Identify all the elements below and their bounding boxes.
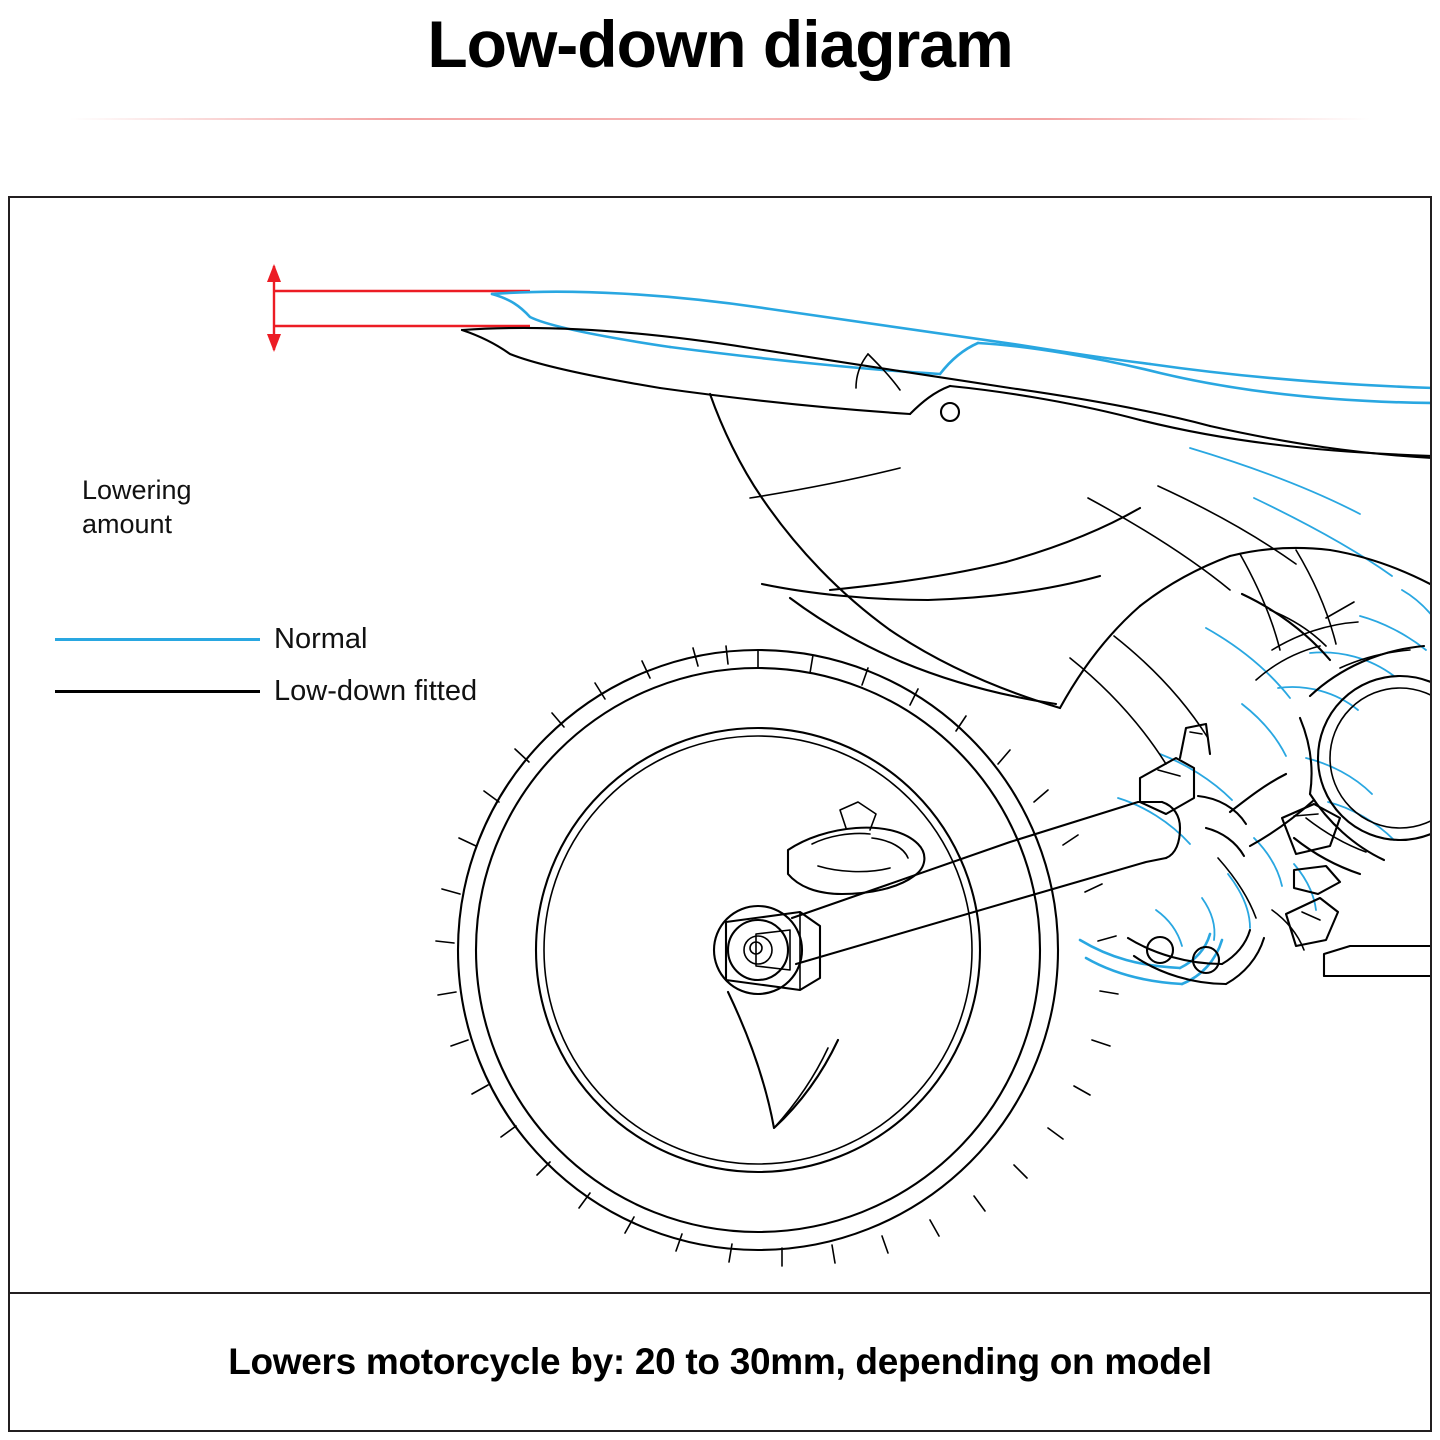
legend-label-normal: Normal — [274, 622, 368, 655]
page-title: Low-down diagram — [427, 7, 1013, 81]
legend-swatch-normal-icon — [55, 638, 260, 641]
legend-label-low-down-fitted: Low-down fitted — [274, 674, 478, 707]
lowering-amount-label — [82, 474, 272, 542]
legend-swatch-lowdown-icon — [55, 690, 260, 693]
motorcycle-line-drawing — [10, 198, 1432, 1294]
legend-item-normal — [55, 613, 525, 665]
legend — [55, 613, 525, 717]
caption-box — [8, 1294, 1432, 1432]
lowering-amount-line-2: amount — [82, 508, 173, 539]
legend-item-low-down-fitted — [55, 665, 525, 717]
caption-text: Lowers motorcycle by: 20 to 30mm, depending on model — [228, 1341, 1212, 1382]
rear-wheel — [436, 646, 1118, 1266]
swingarm — [726, 802, 1180, 990]
lowering-measurement-callout — [267, 264, 530, 352]
lowdown-position-outline — [436, 328, 1432, 1266]
lowering-amount-line-1: Lowering — [82, 475, 192, 505]
normal-position-outline — [492, 292, 1432, 984]
rear-linkage-and-frame — [1128, 594, 1432, 984]
title-divider — [70, 118, 1370, 120]
diagram-frame — [8, 196, 1432, 1294]
